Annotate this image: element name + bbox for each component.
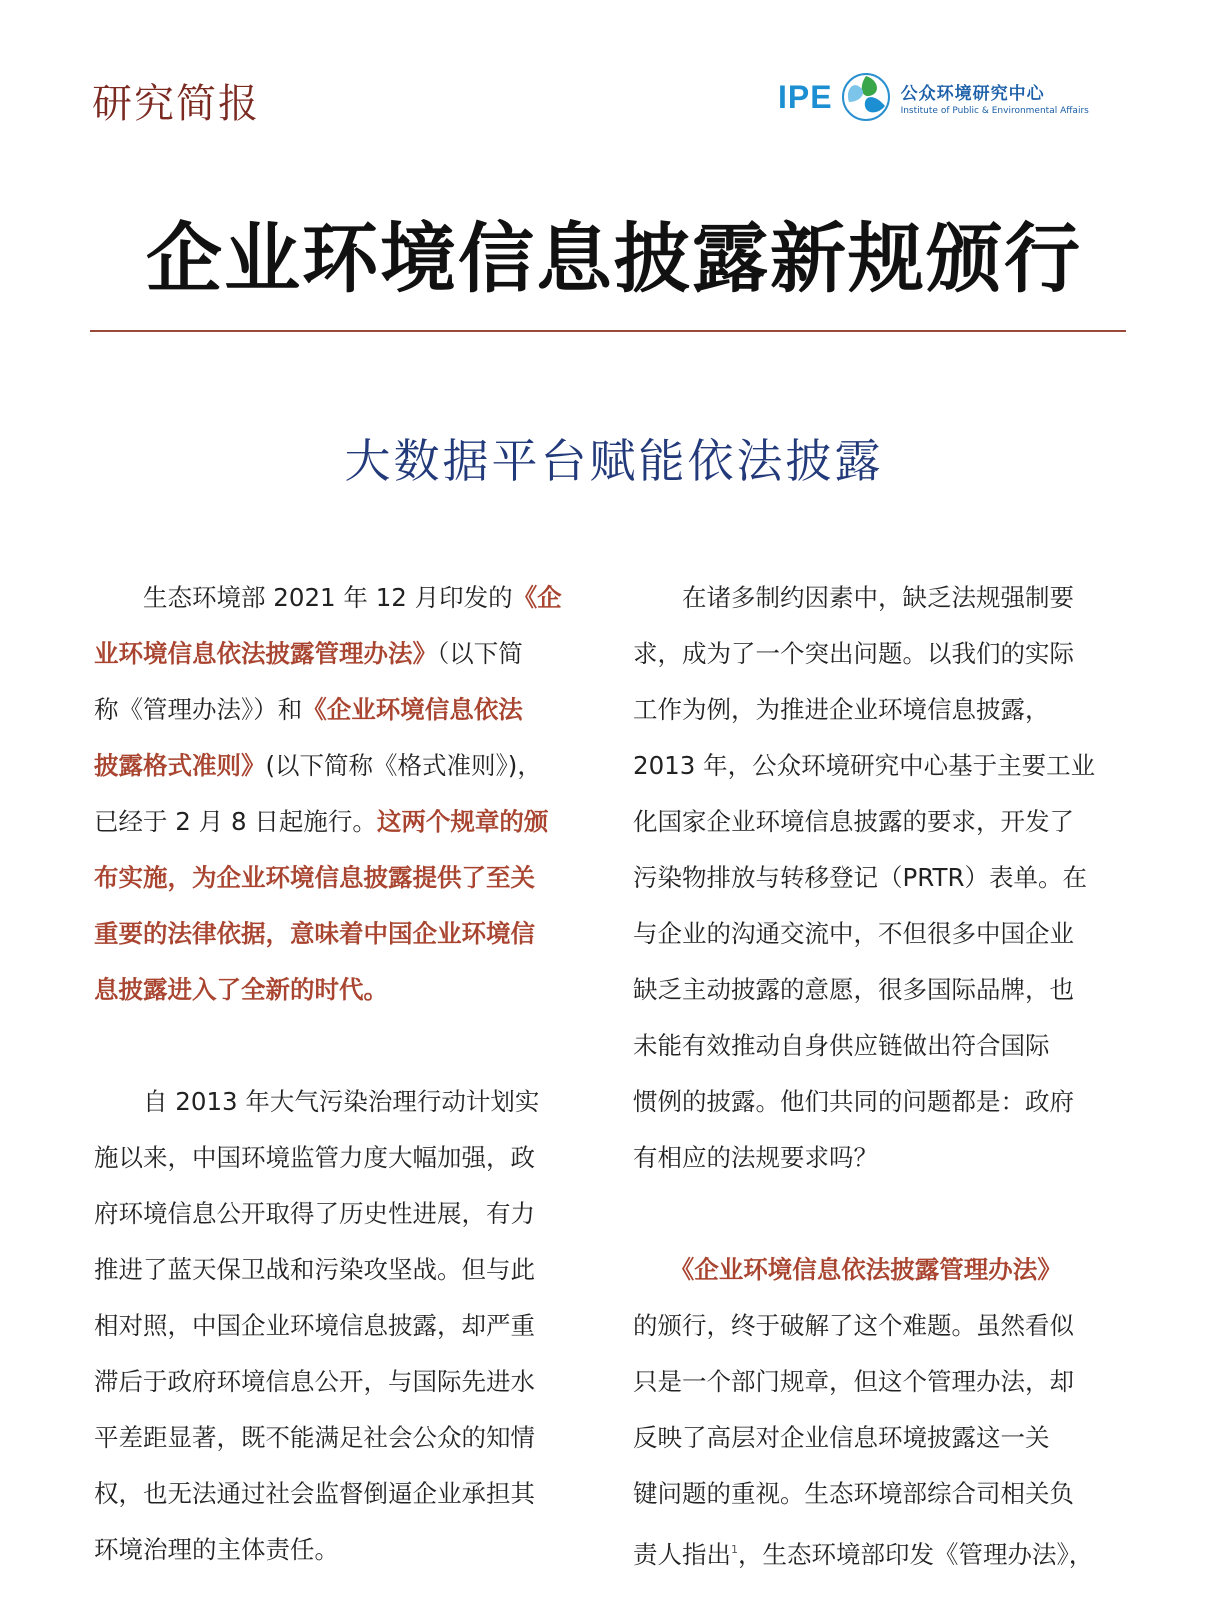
right-p1-line: 求，成为了一个突出问题。以我们的实际: [633, 639, 1074, 668]
right-p2-line: 键问题的重视。生态环境部综合司相关负: [633, 1479, 1074, 1508]
left-p1-line: 布实施，为企业环境信息披露提供了至关: [94, 863, 535, 892]
right-p1-line: 有相应的法规要求吗？: [633, 1143, 878, 1172]
right-p2-line: 只是一个部门规章，但这个管理办法，却: [633, 1367, 1074, 1396]
left-p2-line: 平差距显著，既不能满足社会公众的知情: [94, 1423, 535, 1452]
ipe-swirl-logo-icon: [841, 72, 891, 122]
left-p2-line: 滞后于政府环境信息公开，与国际先进水: [94, 1367, 535, 1396]
left-p1-line: 息披露进入了全新的时代。: [94, 975, 388, 1004]
logo-ipe-text: IPE: [778, 78, 833, 115]
footnote-ref: 1: [731, 1543, 738, 1556]
page-title: 企业环境信息披露新规颁行: [146, 214, 1082, 303]
page-subtitle: 大数据平台赋能依法披露: [344, 434, 884, 488]
title-divider: [90, 330, 1126, 332]
right-column: [633, 570, 1123, 1578]
right-p1-line: 与企业的沟通交流中，不但很多中国企业: [633, 919, 1074, 948]
right-p1-line: 缺乏主动披露的意愿，很多国际品牌，也: [633, 975, 1074, 1004]
report-type-label: 研究简报: [92, 81, 260, 127]
right-p2-line: 责人指出$^1$，生态环境部印发《管理办法》，: [633, 1540, 1094, 1569]
right-p2-line: 的颁行，终于破解了这个难题。虽然看似: [633, 1311, 1074, 1340]
left-p2-line: 自 2013 年大气污染治理行动计划实: [94, 1087, 540, 1116]
left-p2-line: 权，也无法通过社会监督倒逼企业承担其: [94, 1479, 535, 1508]
right-p2-line: 反映了高层对企业信息环境披露这一关: [633, 1423, 1050, 1452]
left-p2-line: 府环境信息公开取得了历史性进展，有力: [94, 1199, 535, 1228]
right-p2-highlight-line: 《企业环境信息依法披露管理办法》: [633, 1255, 1062, 1284]
left-p1-line: 重要的法律依据，意味着中国企业环境信: [94, 919, 535, 948]
left-p1-line: 业环境信息依法披露管理办法》（以下简: [94, 639, 523, 668]
right-p1-line: 污染物排放与转移登记（PRTR）表单。在: [633, 863, 1088, 892]
left-p2-line: 相对照，中国企业环境信息披露，却严重: [94, 1311, 535, 1340]
right-p1-line: 2013 年，公众环境研究中心基于主要工业: [633, 751, 1096, 780]
left-p1-line: 称《管理办法》）和《企业环境信息依法: [94, 695, 523, 724]
left-p1-line: 生态环境部 2021 年 12 月印发的《企: [94, 583, 562, 612]
left-p1-line: 披露格式准则》(以下简称《格式准则》)，: [94, 751, 542, 780]
ipe-logo: [778, 72, 1089, 122]
left-p2-line: 施以来，中国环境监管力度大幅加强，政: [94, 1143, 535, 1172]
right-p1-line: 化国家企业环境信息披露的要求，开发了: [633, 807, 1074, 836]
left-p1-line: 已经于 2 月 8 日起施行。这两个规章的颁: [94, 807, 549, 836]
right-p1-line: 未能有效推动自身供应链做出符合国际: [633, 1031, 1050, 1060]
right-p1-line: 惯例的披露。他们共同的问题都是：政府: [633, 1087, 1074, 1116]
left-column: [94, 570, 584, 1578]
logo-name-en: Institute of Public & Environmental Affairs: [900, 105, 1089, 116]
left-p2-line: 推进了蓝天保卫战和污染攻坚战。但与此: [94, 1255, 535, 1284]
logo-name-cn: 公众环境研究中心: [900, 83, 1045, 104]
left-p2-line: 环境治理的主体责任。: [94, 1535, 339, 1564]
right-p1-line: 工作为例，为推进企业环境信息披露，: [633, 695, 1050, 724]
right-p1-line: 在诸多制约因素中，缺乏法规强制要: [633, 583, 1074, 612]
